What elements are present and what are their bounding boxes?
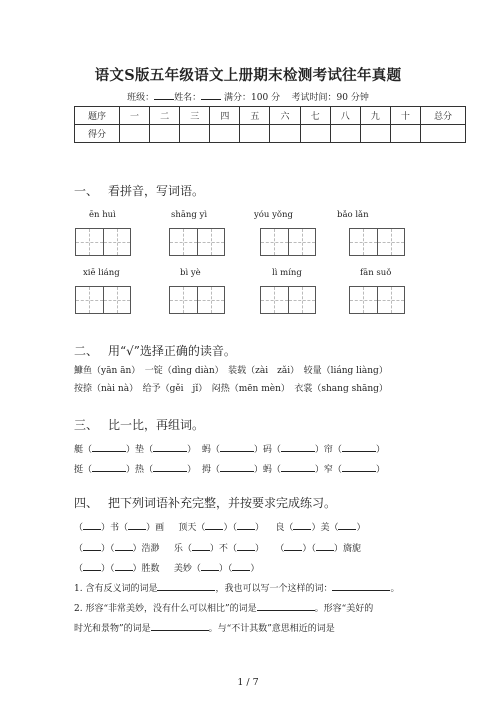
score-table xyxy=(74,106,466,143)
header-cell: 一 xyxy=(120,107,150,125)
document-title: 语文S版五年级语文上册期末检测考试往年真题 xyxy=(94,67,402,84)
section-number: 二、 xyxy=(74,344,99,358)
char: 拇 xyxy=(201,465,211,475)
class-label: 班级： xyxy=(127,93,155,103)
idiom-text: 不 xyxy=(218,544,228,554)
answer-blank[interactable] xyxy=(128,521,146,530)
question-text: 。与“不计其数”意思相近的词是 xyxy=(208,624,335,634)
char: 码 xyxy=(262,445,272,455)
question-2 xyxy=(74,601,373,614)
header-cell: 五 xyxy=(240,107,270,125)
pinyin-prompt: xiē liáng xyxy=(83,268,120,278)
idiom-text: 书 xyxy=(110,523,120,533)
char: 蚂 xyxy=(262,465,272,475)
answer-blank[interactable] xyxy=(316,542,334,551)
pronunciation-line[interactable]: 鱇鱼（yān ān） 一锭（dìng diàn） 装载（zài zǎi） 较量（liáng liàng） xyxy=(74,366,388,376)
compare-row: 挺（ ）热（ ） 拇（ ）蚂（ ）窄（ ） xyxy=(74,465,385,475)
name-blank xyxy=(201,90,221,100)
score-cell[interactable] xyxy=(421,125,466,143)
question-2-continued xyxy=(74,621,335,634)
question-text: 时光和景物”的词是 xyxy=(74,624,151,634)
answer-blank[interactable] xyxy=(83,562,101,571)
section-number: 三、 xyxy=(74,418,99,432)
question-text: 1. 含有反义词的词是 xyxy=(74,584,158,594)
section-title: 看拼音，写词语。 xyxy=(108,184,205,198)
score-cell[interactable] xyxy=(270,125,300,143)
idiom-text: 画 xyxy=(155,523,165,533)
exam-time: 考试时间：90 分钟 xyxy=(291,93,369,103)
answer-blank[interactable] xyxy=(201,562,219,571)
idiom-row: （ ）（ ）浩渺 乐（ ）不（ ） （ ）（ ）旖旎 xyxy=(74,544,361,554)
header-cell: 题序 xyxy=(75,107,120,125)
header-cell: 七 xyxy=(300,107,330,125)
char: 蚂 xyxy=(201,445,211,455)
question-text: ，我也可以写一个这样的词： xyxy=(215,584,333,594)
idiom-text: 旖旎 xyxy=(342,544,361,554)
answer-blank[interactable] xyxy=(192,542,210,551)
writing-grid[interactable] xyxy=(75,286,131,314)
answer-blank[interactable] xyxy=(232,562,250,571)
name-label: 姓名： xyxy=(174,93,202,103)
answer-blank[interactable] xyxy=(284,542,302,551)
header-cell: 六 xyxy=(270,107,300,125)
answer-blank[interactable] xyxy=(83,521,101,530)
question-1 xyxy=(74,581,399,594)
score-table-row xyxy=(75,125,466,143)
section-3-heading xyxy=(74,416,204,433)
question-text: 。形容“美好的 xyxy=(314,604,374,614)
answer-blank[interactable] xyxy=(342,443,376,452)
section-number: 四、 xyxy=(74,496,99,510)
answer-blank[interactable] xyxy=(115,542,133,551)
score-cell[interactable] xyxy=(390,125,420,143)
score-cell[interactable] xyxy=(150,125,180,143)
char: 挺 xyxy=(74,465,84,475)
answer-blank[interactable] xyxy=(220,463,254,472)
exam-meta xyxy=(0,90,496,103)
answer-blank[interactable] xyxy=(293,521,311,530)
score-cell[interactable] xyxy=(300,125,330,143)
answer-blank[interactable] xyxy=(151,622,209,631)
pinyin-prompt: ēn huì xyxy=(89,210,116,220)
pinyin-prompt: bì yè xyxy=(180,268,201,278)
section-number: 一、 xyxy=(74,184,99,198)
answer-blank[interactable] xyxy=(237,521,255,530)
writing-grid[interactable] xyxy=(260,286,316,314)
idiom-text: 良 xyxy=(275,523,285,533)
section-title: 用“√”选择正确的读音。 xyxy=(108,344,236,358)
pinyin-prompt: lì míng xyxy=(272,268,302,278)
header-cell: 十 xyxy=(390,107,420,125)
answer-blank[interactable] xyxy=(153,443,187,452)
writing-grid[interactable] xyxy=(169,228,225,256)
idiom-text: 胜数 xyxy=(141,564,160,574)
pinyin-prompt: fān suǒ xyxy=(360,268,392,278)
pinyin-prompt: shāng yì xyxy=(171,210,208,220)
answer-blank[interactable] xyxy=(92,443,126,452)
char: 热 xyxy=(135,465,145,475)
score-cell[interactable] xyxy=(210,125,240,143)
question-text: 。 xyxy=(390,584,400,594)
idiom-text: 顶天 xyxy=(178,523,197,533)
writing-grid[interactable] xyxy=(349,286,405,314)
writing-grid[interactable] xyxy=(349,228,405,256)
score-table-header xyxy=(75,107,466,125)
section-4-heading xyxy=(74,494,336,511)
answer-blank[interactable] xyxy=(332,582,390,591)
page-number: 1 / 7 xyxy=(237,677,259,688)
section-title: 比一比，再组词。 xyxy=(108,418,205,432)
pinyin-prompt: bǎo lǎn xyxy=(337,210,369,220)
header-cell: 八 xyxy=(330,107,360,125)
score-cell[interactable] xyxy=(330,125,360,143)
header-cell: 九 xyxy=(360,107,390,125)
idiom-row: （ ）书（ ）画 顶天（ ）（ ） 良（ ）美（ ） xyxy=(74,523,366,533)
class-blank xyxy=(154,90,174,100)
header-cell: 总分 xyxy=(421,107,466,125)
answer-blank[interactable] xyxy=(157,582,215,591)
idiom-text: 乐 xyxy=(173,544,183,554)
idiom-row: （ ）（ ）胜数 美妙（ ）（ ） xyxy=(74,564,260,574)
score-cell[interactable] xyxy=(120,125,150,143)
answer-blank[interactable] xyxy=(237,542,255,551)
answer-blank[interactable] xyxy=(281,463,315,472)
pronunciation-line[interactable]: 按捺（nài nà） 给予（gěi jǐ） 闷热（mēn mèn） 衣裳（shang shāng） xyxy=(74,384,388,394)
answer-blank[interactable] xyxy=(257,602,315,611)
answer-blank[interactable] xyxy=(281,443,315,452)
char: 艇 xyxy=(74,445,84,455)
answer-blank[interactable] xyxy=(115,562,133,571)
answer-blank[interactable] xyxy=(92,463,126,472)
answer-blank[interactable] xyxy=(205,521,223,530)
answer-blank[interactable] xyxy=(83,542,101,551)
writing-grid[interactable] xyxy=(169,286,225,314)
score-cell[interactable] xyxy=(360,125,390,143)
idiom-text: 美妙 xyxy=(173,564,192,574)
idiom-text: 美 xyxy=(320,523,330,533)
row-label: 得分 xyxy=(75,125,120,143)
question-text: 2. 形容“非常美妙，没有什么可以相比”的词是 xyxy=(74,604,257,614)
section-2-heading xyxy=(74,342,236,359)
idiom-text: 浩渺 xyxy=(141,544,160,554)
char: 窄 xyxy=(323,465,333,475)
char: 垫 xyxy=(135,445,145,455)
writing-grid[interactable] xyxy=(260,228,316,256)
header-cell: 四 xyxy=(210,107,240,125)
answer-blank[interactable] xyxy=(153,463,187,472)
answer-blank[interactable] xyxy=(338,521,356,530)
char: 帘 xyxy=(323,445,333,455)
full-score: 满分：100 分 xyxy=(224,93,281,103)
answer-blank[interactable] xyxy=(220,443,254,452)
section-1-heading xyxy=(74,182,204,199)
header-cell: 二 xyxy=(150,107,180,125)
pinyin-prompt: yóu yǒng xyxy=(254,210,293,220)
score-cell[interactable] xyxy=(240,125,270,143)
compare-row: 艇（ ）垫（ ） 蚂（ ）码（ ）帘（ ） xyxy=(74,445,385,455)
answer-blank[interactable] xyxy=(342,463,376,472)
header-cell: 三 xyxy=(180,107,210,125)
section-title: 把下列词语补充完整，并按要求完成练习。 xyxy=(108,496,337,510)
writing-grid[interactable] xyxy=(75,228,131,256)
score-cell[interactable] xyxy=(180,125,210,143)
